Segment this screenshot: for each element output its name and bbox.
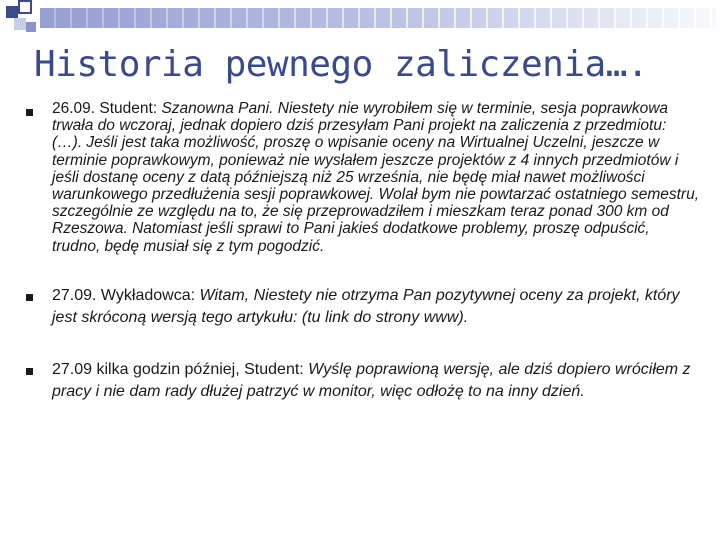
message-text: [52, 285, 700, 329]
message-lead: 26.09. Student:: [52, 100, 162, 117]
list-item: [20, 285, 700, 329]
deco-square-outline: [18, 0, 32, 14]
list-item: [20, 359, 700, 403]
message-lead: 27.09 kilka godzin później, Student:: [52, 360, 309, 378]
message-text: [52, 359, 700, 403]
slide-title: Historia pewnego zaliczenia….: [34, 44, 649, 85]
message-list: [20, 100, 700, 403]
bullet-square-icon: [26, 294, 33, 301]
deco-square-light: [14, 18, 26, 30]
list-item: [20, 100, 700, 255]
deco-square-blue: [26, 22, 36, 32]
message-body: Szanowna Pani. Niestety nie wyrobiłem się w terminie, sesja poprawkowa trwała do wczoraj, jednak dopiero dziś przesyłam Pani projekt na zaliczenia z przedmiotu: (…). Jeśli jest taka możliwość, proszę o wpisanie oceny na Wirtualnej Uczelni, jeszcze w terminie poprawkowym, ponieważ nie wysłałem jeszcze projektów z 4 innych przedmiotów i jeśli dostanę oceny z datą późniejszą niż 25 września, nie będę miał nawet możliwości warunkowego przedłużenia sesji poprawkowej. Wolał bym nie powtarzać ostatniego semestru, szczególnie ze względu na to, że się przeprowadziłem i mieszkam teraz ponad 300 km od Rzeszowa. Natomiast jeśli sprawi to Pani jakieś dodatkowe problemy, proszę odpuścić, trudno, będę musiał się z tym pogodzić.: [52, 100, 700, 255]
deco-square-dark: [6, 6, 18, 18]
bullet-square-icon: [26, 109, 33, 116]
message-text: [52, 100, 700, 255]
message-body: Witam, Niestety nie otrzyma Pan pozytywnej oceny za projekt, który jest skróconą wersją tego artykułu: (tu link do strony www).: [52, 286, 680, 326]
message-body: Wyślę poprawioną wersję, ale dziś dopiero wróciłem z pracy i nie dam rady dłużej patrzyć w monitor, więc odłożę to na inny dzień.: [52, 360, 691, 400]
header-stripe-fade: [40, 8, 716, 28]
message-lead: 27.09. Wykładowca:: [52, 286, 200, 304]
bullet-square-icon: [26, 368, 33, 375]
